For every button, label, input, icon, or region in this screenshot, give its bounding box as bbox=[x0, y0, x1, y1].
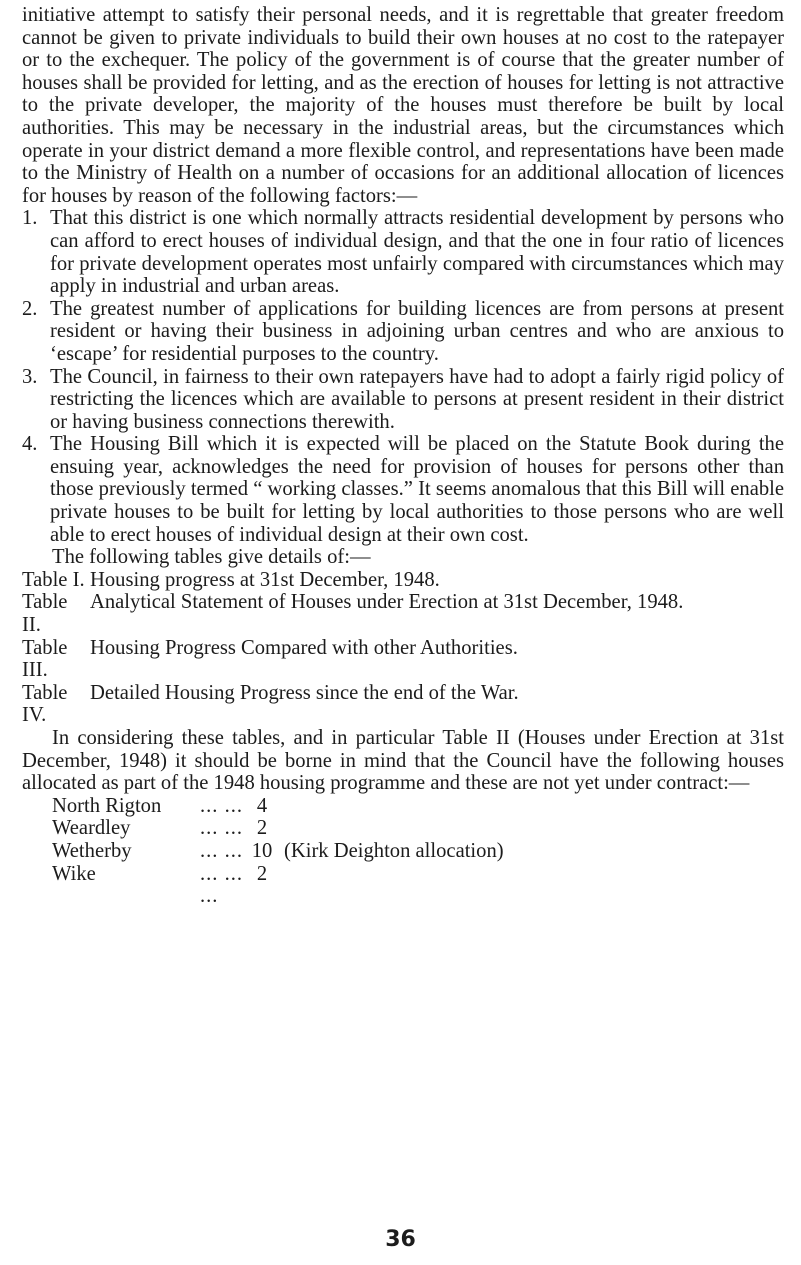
table-label: Table IV. bbox=[22, 681, 68, 727]
allocation-place: Weardley bbox=[52, 817, 131, 840]
factor-item bbox=[22, 366, 784, 434]
opening-paragraph: initiative attempt to satisfy their personal needs, and it is regrettable that greater freedom cannot be given to private individuals to build their own houses at no cost to the ratepayer or to the exchequer. The policy of the government is of course that the greater number of houses shall be provided for letting, and as the erection of houses for letting is not attractive to the private developer, the majority of the houses must therefore be built by local authorities. This may be necessary in the industrial areas, but the circumstances which operate in your district demand a more flexible control, and representations have been made to the Ministry of Health on a number of occasions for an additional allocation of licences for houses by reason of the following factors:— bbox=[22, 4, 784, 207]
factor-text: That this district is one which normally attracts residential development by persons who can afford to erect houses of individual design, and that the one in four ratio of licences for private development operates most unfairly compared with circumstances which may apply in industrial and urban areas. bbox=[50, 207, 784, 298]
table-description: Housing progress at 31st December, 1948. bbox=[90, 568, 440, 591]
factor-number: 3. bbox=[22, 365, 38, 388]
allocation-row bbox=[52, 795, 784, 818]
allocation-place: Wetherby bbox=[52, 839, 132, 862]
document-page bbox=[22, 4, 784, 908]
table-reference bbox=[22, 682, 784, 727]
table-label: Table II. bbox=[22, 591, 68, 637]
leader-dots: ... ... bbox=[200, 794, 244, 817]
table-description: Detailed Housing Progress since the end of the War. bbox=[90, 681, 519, 704]
allocation-row bbox=[52, 840, 784, 863]
allocation-row bbox=[52, 817, 784, 840]
factor-item bbox=[22, 433, 784, 546]
table-label: Table III. bbox=[22, 636, 68, 682]
leader-dots: ... ... bbox=[200, 839, 244, 862]
table-reference bbox=[22, 591, 784, 636]
factor-text: The Housing Bill which it is expected will be placed on the Statute Book during the ensuing year, acknowledges the need for provision of houses for persons other than those previously termed “ working classes.” It seems anomalous that this Bill will enable private houses to be built for letting by local authorities to those persons who are well able to erect houses of individual design at their own cost. bbox=[50, 433, 784, 546]
table-description: Housing Progress Compared with other Authorities. bbox=[90, 636, 518, 659]
table-label: Table I. bbox=[22, 568, 85, 591]
factor-number: 4. bbox=[22, 433, 38, 456]
allocation-count: 2 bbox=[256, 862, 268, 885]
considering-paragraph: In considering these tables, and in particular Table II (Houses under Erection at 31st December, 1948) it should be borne in mind that the Council have the following houses allocated as part of the 1948 housing programme and these are not yet under contract:— bbox=[22, 727, 784, 795]
factor-number: 1. bbox=[22, 207, 38, 230]
table-reference bbox=[22, 637, 784, 682]
tables-intro: The following tables give details of:— bbox=[52, 546, 371, 569]
table-description: Analytical Statement of Houses under Erection at 31st December, 1948. bbox=[90, 591, 684, 614]
leader-dots: ... ... ... bbox=[200, 862, 244, 908]
factors-list bbox=[22, 207, 784, 546]
factor-text: The Council, in fairness to their own ratepayers have had to adopt a fairly rigid policy of restricting the licences which are available to persons at present resident in their district or having business connections therewith. bbox=[50, 365, 784, 433]
allocation-note: (Kirk Deighton allocation) bbox=[284, 839, 504, 862]
allocation-count: 4 bbox=[256, 794, 268, 817]
tables-list bbox=[22, 569, 784, 727]
allocation-row bbox=[52, 863, 784, 908]
allocation-count: 2 bbox=[256, 817, 268, 840]
page-number: 36 bbox=[385, 1227, 416, 1252]
allocation-place: North Rigton bbox=[52, 794, 162, 817]
allocation-count: 10 bbox=[251, 839, 273, 862]
factor-item bbox=[22, 298, 784, 366]
factor-text: The greatest number of applications for building licences are from persons at present resident or having their business in adjoining urban centres and who are anxious to ‘escape’ for residential purposes to the country. bbox=[50, 297, 784, 365]
allocation-list bbox=[52, 795, 784, 908]
leader-dots: ... ... bbox=[200, 817, 244, 840]
table-reference bbox=[22, 569, 784, 592]
factor-number: 2. bbox=[22, 297, 38, 320]
factor-item bbox=[22, 207, 784, 297]
allocation-place: Wike bbox=[52, 862, 96, 885]
